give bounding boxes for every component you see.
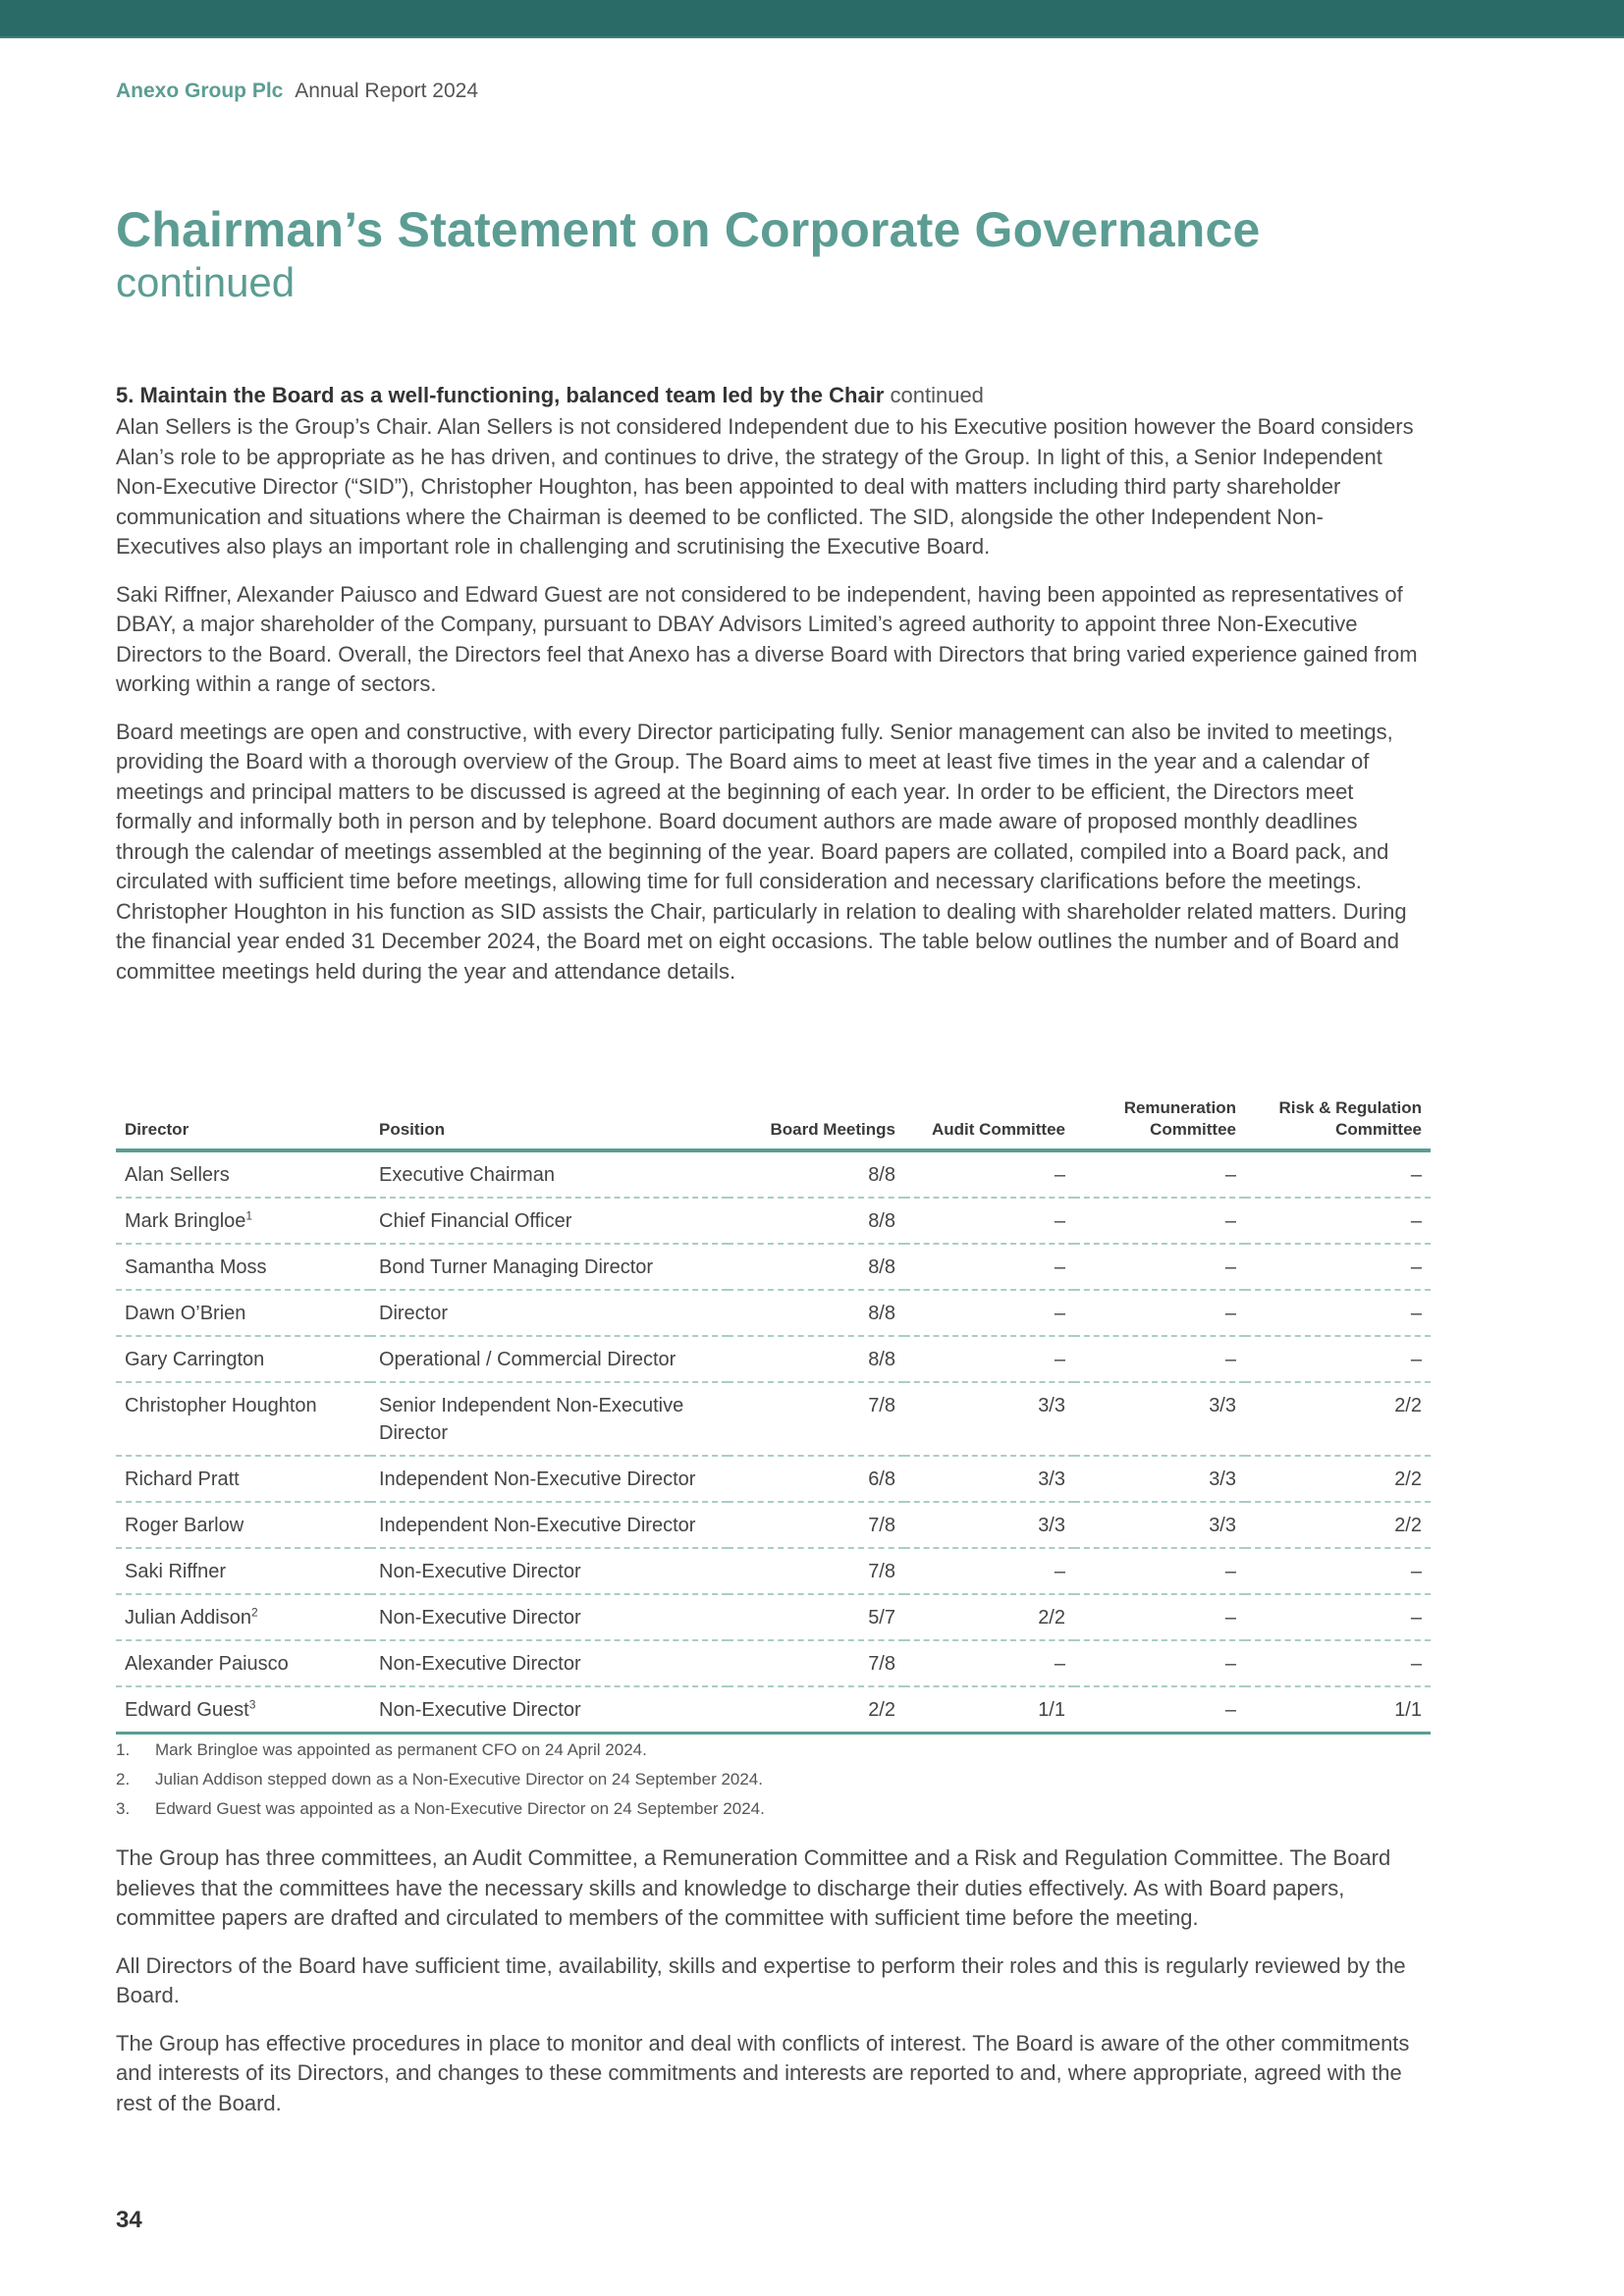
cell-remuneration-committee <box>1074 1290 1245 1336</box>
cell-audit-committee <box>904 1640 1074 1686</box>
footnote-marker: 2 <box>250 1605 258 1620</box>
cell-position <box>370 1502 728 1548</box>
cell-remuneration-committee-text: – <box>1224 1210 1236 1232</box>
header-line: Committee <box>1335 1120 1422 1139</box>
cell-risk-regulation-committee-text: 2/2 <box>1394 1468 1422 1490</box>
table-row <box>116 1686 1431 1734</box>
table-row <box>116 1456 1431 1502</box>
cell-board-meetings-text: 8/8 <box>868 1303 895 1324</box>
cell-risk-regulation-committee <box>1245 1594 1431 1640</box>
cell-risk-regulation-committee-text: – <box>1410 1653 1422 1675</box>
table-row <box>116 1336 1431 1382</box>
cell-director <box>116 1290 370 1336</box>
cell-remuneration-committee-text: – <box>1224 1303 1236 1324</box>
column-header-risk-regulation-committee <box>1245 1097 1431 1150</box>
table-row <box>116 1290 1431 1336</box>
cell-board-meetings <box>728 1244 904 1290</box>
cell-board-meetings-text: 7/8 <box>868 1653 895 1675</box>
cell-risk-regulation-committee-text: – <box>1410 1256 1422 1278</box>
footnote <box>116 1765 1294 1794</box>
cell-board-meetings-text: 5/7 <box>868 1607 895 1629</box>
cell-position <box>370 1336 728 1382</box>
cell-board-meetings-text: 7/8 <box>868 1515 895 1536</box>
cell-position-text: Chief Financial Officer <box>379 1210 572 1232</box>
cell-director <box>116 1594 370 1640</box>
section-heading <box>116 381 1432 410</box>
cell-remuneration-committee-text: 3/3 <box>1209 1468 1236 1490</box>
cell-position-text: Bond Turner Managing Director <box>379 1256 654 1278</box>
cell-director-text: Alexander Paiusco <box>125 1653 289 1675</box>
cell-audit-committee-text: 3/3 <box>1038 1515 1065 1536</box>
cell-remuneration-committee <box>1074 1336 1245 1382</box>
header-line: Committee <box>1150 1120 1236 1139</box>
cell-position-text: Senior Independent Non-Executive Director <box>379 1395 684 1444</box>
cell-position <box>370 1640 728 1686</box>
cell-director <box>116 1244 370 1290</box>
cell-risk-regulation-committee <box>1245 1198 1431 1244</box>
paragraph: The Group has effective procedures in place to monitor and deal with conflicts of interest. The Board is aware of the other commitments and interests of its Directors, and changes to these commitments and interests are reported to and, where appropriate, agreed with the rest of the Board. <box>116 2030 1410 2115</box>
cell-audit-committee-text: – <box>1054 1561 1065 1582</box>
cell-remuneration-committee <box>1074 1548 1245 1594</box>
footnote-number: 3. <box>116 1799 131 1818</box>
cell-risk-regulation-committee <box>1245 1640 1431 1686</box>
cell-audit-committee <box>904 1198 1074 1244</box>
column-header-director: Director <box>116 1097 370 1150</box>
table-row <box>116 1548 1431 1594</box>
cell-remuneration-committee <box>1074 1456 1245 1502</box>
cell-risk-regulation-committee <box>1245 1456 1431 1502</box>
title-block <box>116 201 1261 307</box>
cell-audit-committee <box>904 1336 1074 1382</box>
cell-audit-committee <box>904 1244 1074 1290</box>
cell-director <box>116 1640 370 1686</box>
cell-risk-regulation-committee <box>1245 1686 1431 1734</box>
cell-director-text: Roger Barlow <box>125 1515 244 1536</box>
company-name: Anexo Group Plc <box>116 80 284 102</box>
table-body <box>116 1150 1431 1734</box>
cell-position-text: Non-Executive Director <box>379 1607 581 1629</box>
cell-risk-regulation-committee <box>1245 1382 1431 1456</box>
attendance-table <box>116 1097 1431 1735</box>
running-header <box>116 79 478 104</box>
cell-risk-regulation-committee <box>1245 1548 1431 1594</box>
cell-board-meetings <box>728 1686 904 1734</box>
cell-position <box>370 1686 728 1734</box>
footnote-marker: 1 <box>245 1208 253 1223</box>
cell-remuneration-committee <box>1074 1594 1245 1640</box>
cell-position <box>370 1290 728 1336</box>
cell-audit-committee <box>904 1594 1074 1640</box>
cell-director-text: Samantha Moss <box>125 1256 267 1278</box>
table-row <box>116 1150 1431 1198</box>
cell-position-text: Director <box>379 1303 449 1324</box>
cell-position-text: Independent Non-Executive Director <box>379 1468 696 1490</box>
cell-director <box>116 1382 370 1456</box>
top-color-band <box>0 0 1624 38</box>
paragraph: Alan Sellers is the Group’s Chair. Alan Sellers is not considered Independent due to his Executive position however the Board considers Alan’s role to be appropriate as he has driven, and continues to drive, the strategy of the Group. In light of this, a Senior Independent Non-Executive Director (“SID”), Christopher Houghton, has been appointed to deal with matters including third party shareholder communication and situations where the Chairman is deemed to be conflicted. The SID, alongside the other Independent Non-Executives also plays an important role in challenging and scrutinising the Executive Board. <box>116 414 1414 559</box>
paragraph: Board meetings are open and constructive, with every Director participating fully. Senior management can also be invited to meetings, providing the Board with a thorough overview of the Group. The Board aims to meet at least five times in the year and a calendar of meetings and principal matters to be discussed is agreed at the beginning of each year. In order to be efficient, the Directors meet formally and informally both in person and by telephone. Board document authors are made aware of proposed monthly deadlines through the calendar of meetings assembled at the beginning of the year. Board papers are collated, compiled into a Board pack, and circulated with sufficient time before meetings, allowing time for full consideration and necessary clarifications before the meetings. Christopher Houghton in his function as SID assists the Chair, particularly in relation to dealing with shareholder related matters. During the financial year ended 31 December 2024, the Board met on eight occasions. The table below outlines the number and of Board and committee meetings held during the year and attendance details. <box>116 719 1407 984</box>
cell-board-meetings-text: 7/8 <box>868 1561 895 1582</box>
cell-audit-committee <box>904 1502 1074 1548</box>
cell-audit-committee-text: 2/2 <box>1038 1607 1065 1629</box>
cell-audit-committee-text: – <box>1054 1349 1065 1370</box>
page-subtitle: continued <box>116 259 296 305</box>
cell-position-text: Operational / Commercial Director <box>379 1349 677 1370</box>
cell-board-meetings <box>728 1290 904 1336</box>
cell-remuneration-committee-text: – <box>1224 1607 1236 1629</box>
section-heading-suffix: continued <box>890 383 984 407</box>
cell-audit-committee-text: 3/3 <box>1038 1468 1065 1490</box>
cell-director <box>116 1336 370 1382</box>
cell-board-meetings-text: 8/8 <box>868 1349 895 1370</box>
section-heading-text: 5. Maintain the Board as a well-functioning, balanced team led by the Chair <box>116 383 885 407</box>
cell-position <box>370 1150 728 1198</box>
cell-director-text: Richard Pratt <box>125 1468 240 1490</box>
cell-director <box>116 1150 370 1198</box>
column-header-remuneration-committee <box>1074 1097 1245 1150</box>
cell-remuneration-committee-text: 3/3 <box>1209 1515 1236 1536</box>
page-number: 34 <box>116 2207 142 2233</box>
cell-board-meetings <box>728 1456 904 1502</box>
cell-risk-regulation-committee-text: – <box>1410 1349 1422 1370</box>
header-line: Remuneration <box>1123 1098 1236 1117</box>
cell-audit-committee-text: – <box>1054 1210 1065 1232</box>
cell-position-text: Independent Non-Executive Director <box>379 1515 696 1536</box>
cell-remuneration-committee <box>1074 1382 1245 1456</box>
page-title: Chairman’s Statement on Corporate Governance <box>116 202 1261 257</box>
cell-risk-regulation-committee-text: – <box>1410 1210 1422 1232</box>
cell-remuneration-committee <box>1074 1502 1245 1548</box>
footnote-number: 1. <box>116 1740 131 1759</box>
cell-remuneration-committee-text: – <box>1224 1256 1236 1278</box>
cell-board-meetings <box>728 1502 904 1548</box>
cell-director-text: Julian Addison <box>125 1607 251 1629</box>
cell-risk-regulation-committee <box>1245 1336 1431 1382</box>
cell-remuneration-committee <box>1074 1686 1245 1734</box>
cell-risk-regulation-committee-text: 2/2 <box>1394 1395 1422 1416</box>
paragraph: All Directors of the Board have sufficient time, availability, skills and expertise to perform their roles and this is regularly reviewed by the Board. <box>116 1952 1406 2007</box>
cell-director-text: Gary Carrington <box>125 1349 265 1370</box>
footnote <box>116 1794 1294 1824</box>
cell-audit-committee <box>904 1382 1074 1456</box>
cell-risk-regulation-committee <box>1245 1502 1431 1548</box>
cell-board-meetings <box>728 1548 904 1594</box>
cell-remuneration-committee <box>1074 1198 1245 1244</box>
footnote-marker: 3 <box>248 1697 256 1712</box>
cell-risk-regulation-committee-text: 1/1 <box>1394 1699 1422 1721</box>
cell-remuneration-committee <box>1074 1640 1245 1686</box>
cell-audit-committee <box>904 1290 1074 1336</box>
closing-content <box>116 1843 1432 2136</box>
table-row <box>116 1198 1431 1244</box>
cell-remuneration-committee-text: – <box>1224 1561 1236 1582</box>
cell-director-text: Saki Riffner <box>125 1561 227 1582</box>
cell-director <box>116 1548 370 1594</box>
cell-risk-regulation-committee <box>1245 1244 1431 1290</box>
cell-position <box>370 1456 728 1502</box>
cell-position-text: Non-Executive Director <box>379 1561 581 1582</box>
cell-director <box>116 1198 370 1244</box>
cell-board-meetings <box>728 1150 904 1198</box>
cell-audit-committee <box>904 1548 1074 1594</box>
cell-audit-committee-text: 3/3 <box>1038 1395 1065 1416</box>
cell-position <box>370 1244 728 1290</box>
cell-risk-regulation-committee-text: 2/2 <box>1394 1515 1422 1536</box>
cell-director-text: Mark Bringloe <box>125 1210 246 1232</box>
cell-board-meetings-text: 2/2 <box>868 1699 895 1721</box>
cell-board-meetings-text: 6/8 <box>868 1468 895 1490</box>
cell-board-meetings <box>728 1336 904 1382</box>
cell-remuneration-committee-text: 3/3 <box>1209 1395 1236 1416</box>
cell-board-meetings-text: 8/8 <box>868 1210 895 1232</box>
table-row <box>116 1640 1431 1686</box>
cell-remuneration-committee <box>1074 1244 1245 1290</box>
cell-board-meetings-text: 8/8 <box>868 1256 895 1278</box>
cell-audit-committee-text: 1/1 <box>1038 1699 1065 1721</box>
cell-audit-committee-text: – <box>1054 1653 1065 1675</box>
cell-remuneration-committee-text: – <box>1224 1653 1236 1675</box>
cell-risk-regulation-committee <box>1245 1150 1431 1198</box>
cell-risk-regulation-committee-text: – <box>1410 1303 1422 1324</box>
cell-board-meetings <box>728 1382 904 1456</box>
paragraph: Saki Riffner, Alexander Paiusco and Edward Guest are not considered to be independent, having been appointed as representatives of DBAY, a major shareholder of the Company, pursuant to DBAY Advisors Limited’s agreed authority to appoint three Non-Executive Directors to the Board. Overall, the Directors feel that Anexo has a diverse Board with Directors that bring varied experience gained from working within a range of sectors. <box>116 581 1418 696</box>
cell-audit-committee-text: – <box>1054 1303 1065 1324</box>
column-header-position: Position <box>370 1097 728 1150</box>
cell-director-text: Edward Guest <box>125 1699 249 1721</box>
table-header-row <box>116 1097 1431 1150</box>
cell-position <box>370 1382 728 1456</box>
footnote-text: Edward Guest was appointed as a Non-Executive Director on 24 September 2024. <box>155 1799 765 1818</box>
table-row <box>116 1382 1431 1456</box>
cell-board-meetings <box>728 1198 904 1244</box>
cell-position <box>370 1548 728 1594</box>
cell-risk-regulation-committee <box>1245 1290 1431 1336</box>
cell-position-text: Non-Executive Director <box>379 1699 581 1721</box>
cell-audit-committee <box>904 1686 1074 1734</box>
cell-director-text: Alan Sellers <box>125 1164 230 1186</box>
cell-director <box>116 1502 370 1548</box>
cell-position <box>370 1594 728 1640</box>
footnote-text: Mark Bringloe was appointed as permanent CFO on 24 April 2024. <box>155 1740 647 1759</box>
cell-audit-committee-text: – <box>1054 1164 1065 1186</box>
cell-remuneration-committee <box>1074 1150 1245 1198</box>
cell-position <box>370 1198 728 1244</box>
cell-director-text: Dawn O’Brien <box>125 1303 246 1324</box>
column-header-audit-committee: Audit Committee <box>904 1097 1074 1150</box>
footnote-text: Julian Addison stepped down as a Non-Executive Director on 24 September 2024. <box>155 1770 763 1789</box>
cell-position-text: Non-Executive Director <box>379 1653 581 1675</box>
cell-audit-committee-text: – <box>1054 1256 1065 1278</box>
cell-director <box>116 1686 370 1734</box>
table-row <box>116 1244 1431 1290</box>
column-header-board-meetings: Board Meetings <box>728 1097 904 1150</box>
footnotes-list <box>116 1735 1294 1824</box>
main-content <box>116 381 1432 1004</box>
cell-board-meetings <box>728 1640 904 1686</box>
cell-board-meetings-text: 8/8 <box>868 1164 895 1186</box>
attendance-table-container <box>116 1097 1431 1735</box>
cell-remuneration-committee-text: – <box>1224 1699 1236 1721</box>
cell-position-text: Executive Chairman <box>379 1164 555 1186</box>
cell-board-meetings-text: 7/8 <box>868 1395 895 1416</box>
table-row <box>116 1502 1431 1548</box>
table-row <box>116 1594 1431 1640</box>
cell-remuneration-committee-text: – <box>1224 1349 1236 1370</box>
cell-audit-committee <box>904 1456 1074 1502</box>
cell-remuneration-committee-text: – <box>1224 1164 1236 1186</box>
header-line: Risk & Regulation <box>1278 1098 1422 1117</box>
paragraph: The Group has three committees, an Audit Committee, a Remuneration Committee and a Risk and Regulation Committee. The Board believes that the committees have the necessary skills and knowledge to discharge their duties effectively. As with Board papers, committee papers are drafted and circulated to members of the committee with sufficient time before the meeting. <box>116 1845 1391 1930</box>
cell-board-meetings <box>728 1594 904 1640</box>
footnote-number: 2. <box>116 1770 131 1789</box>
cell-audit-committee <box>904 1150 1074 1198</box>
cell-risk-regulation-committee-text: – <box>1410 1607 1422 1629</box>
footnote <box>116 1735 1294 1765</box>
cell-director <box>116 1456 370 1502</box>
report-title: Annual Report 2024 <box>295 80 479 102</box>
cell-director-text: Christopher Houghton <box>125 1395 317 1416</box>
cell-risk-regulation-committee-text: – <box>1410 1561 1422 1582</box>
cell-risk-regulation-committee-text: – <box>1410 1164 1422 1186</box>
